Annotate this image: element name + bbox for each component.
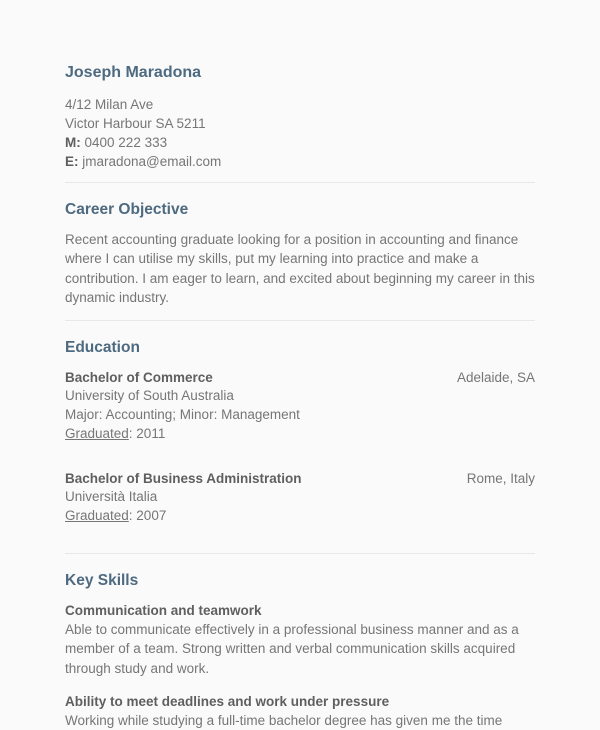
email-value: jmaradona@email.com xyxy=(82,154,222,169)
graduated-label: Graduated xyxy=(65,508,129,523)
career-objective-section xyxy=(65,202,535,307)
skill-title: Communication and teamwork xyxy=(65,602,262,618)
mobile-value: 0400 222 333 xyxy=(84,135,168,150)
graduated-year: : 2011 xyxy=(128,425,166,441)
key-skills-heading: Key Skills xyxy=(65,571,139,589)
education-entry-header xyxy=(65,469,535,488)
degree-title: Bachelor of Commerce xyxy=(65,370,213,386)
key-skills-section xyxy=(65,573,535,730)
school-name: University of South Australia xyxy=(65,388,234,404)
email-label: E: xyxy=(65,154,79,169)
skill-description: Able to communicate effectively in a professional business manner and as a member of a team. Strong written and verbal communication skills acquired through study and work. xyxy=(65,622,519,676)
address-line-1: 4/12 Milan Ave xyxy=(65,97,154,112)
divider xyxy=(65,182,535,183)
skill-description: Working while studying a full-time bachelor degree has given me the time xyxy=(65,713,503,729)
career-objective-heading: Career Objective xyxy=(65,201,189,218)
email-line xyxy=(65,152,535,171)
skill-item xyxy=(65,601,535,678)
graduated-line xyxy=(65,425,535,444)
skill-title: Ability to meet deadlines and work under pressure xyxy=(65,693,390,709)
mobile-line xyxy=(65,133,535,152)
degree-location: Rome, Italy xyxy=(466,471,535,487)
person-name: Joseph Maradona xyxy=(65,64,202,81)
contact-block xyxy=(65,95,535,171)
career-objective-text: Recent accounting graduate looking for a position in accounting and finance where I can utilise my skills, put my learning into practice and make a contribution. I am eager to learn, and excited about beginning my career in this dynamic industry. xyxy=(65,232,535,305)
address-line-2: Victor Harbour SA 5211 xyxy=(65,116,206,131)
degree-location: Adelaide, SA xyxy=(456,370,535,386)
divider xyxy=(65,553,535,554)
graduated-label: Graduated xyxy=(65,425,129,441)
header-section xyxy=(65,63,535,171)
education-entry xyxy=(65,368,535,443)
degree-title: Bachelor of Business Administration xyxy=(65,471,302,487)
skill-item xyxy=(65,692,535,730)
education-entry-header xyxy=(65,368,535,387)
education-entry xyxy=(65,469,535,525)
education-heading: Education xyxy=(65,339,140,357)
education-section xyxy=(65,340,535,526)
divider xyxy=(65,320,535,321)
school-name: Università Italia xyxy=(65,489,158,505)
graduated-year: : 2007 xyxy=(128,508,167,523)
graduated-line xyxy=(65,507,535,526)
mobile-label: M: xyxy=(65,135,81,150)
major-minor: Major: Accounting; Minor: Management xyxy=(65,406,300,422)
